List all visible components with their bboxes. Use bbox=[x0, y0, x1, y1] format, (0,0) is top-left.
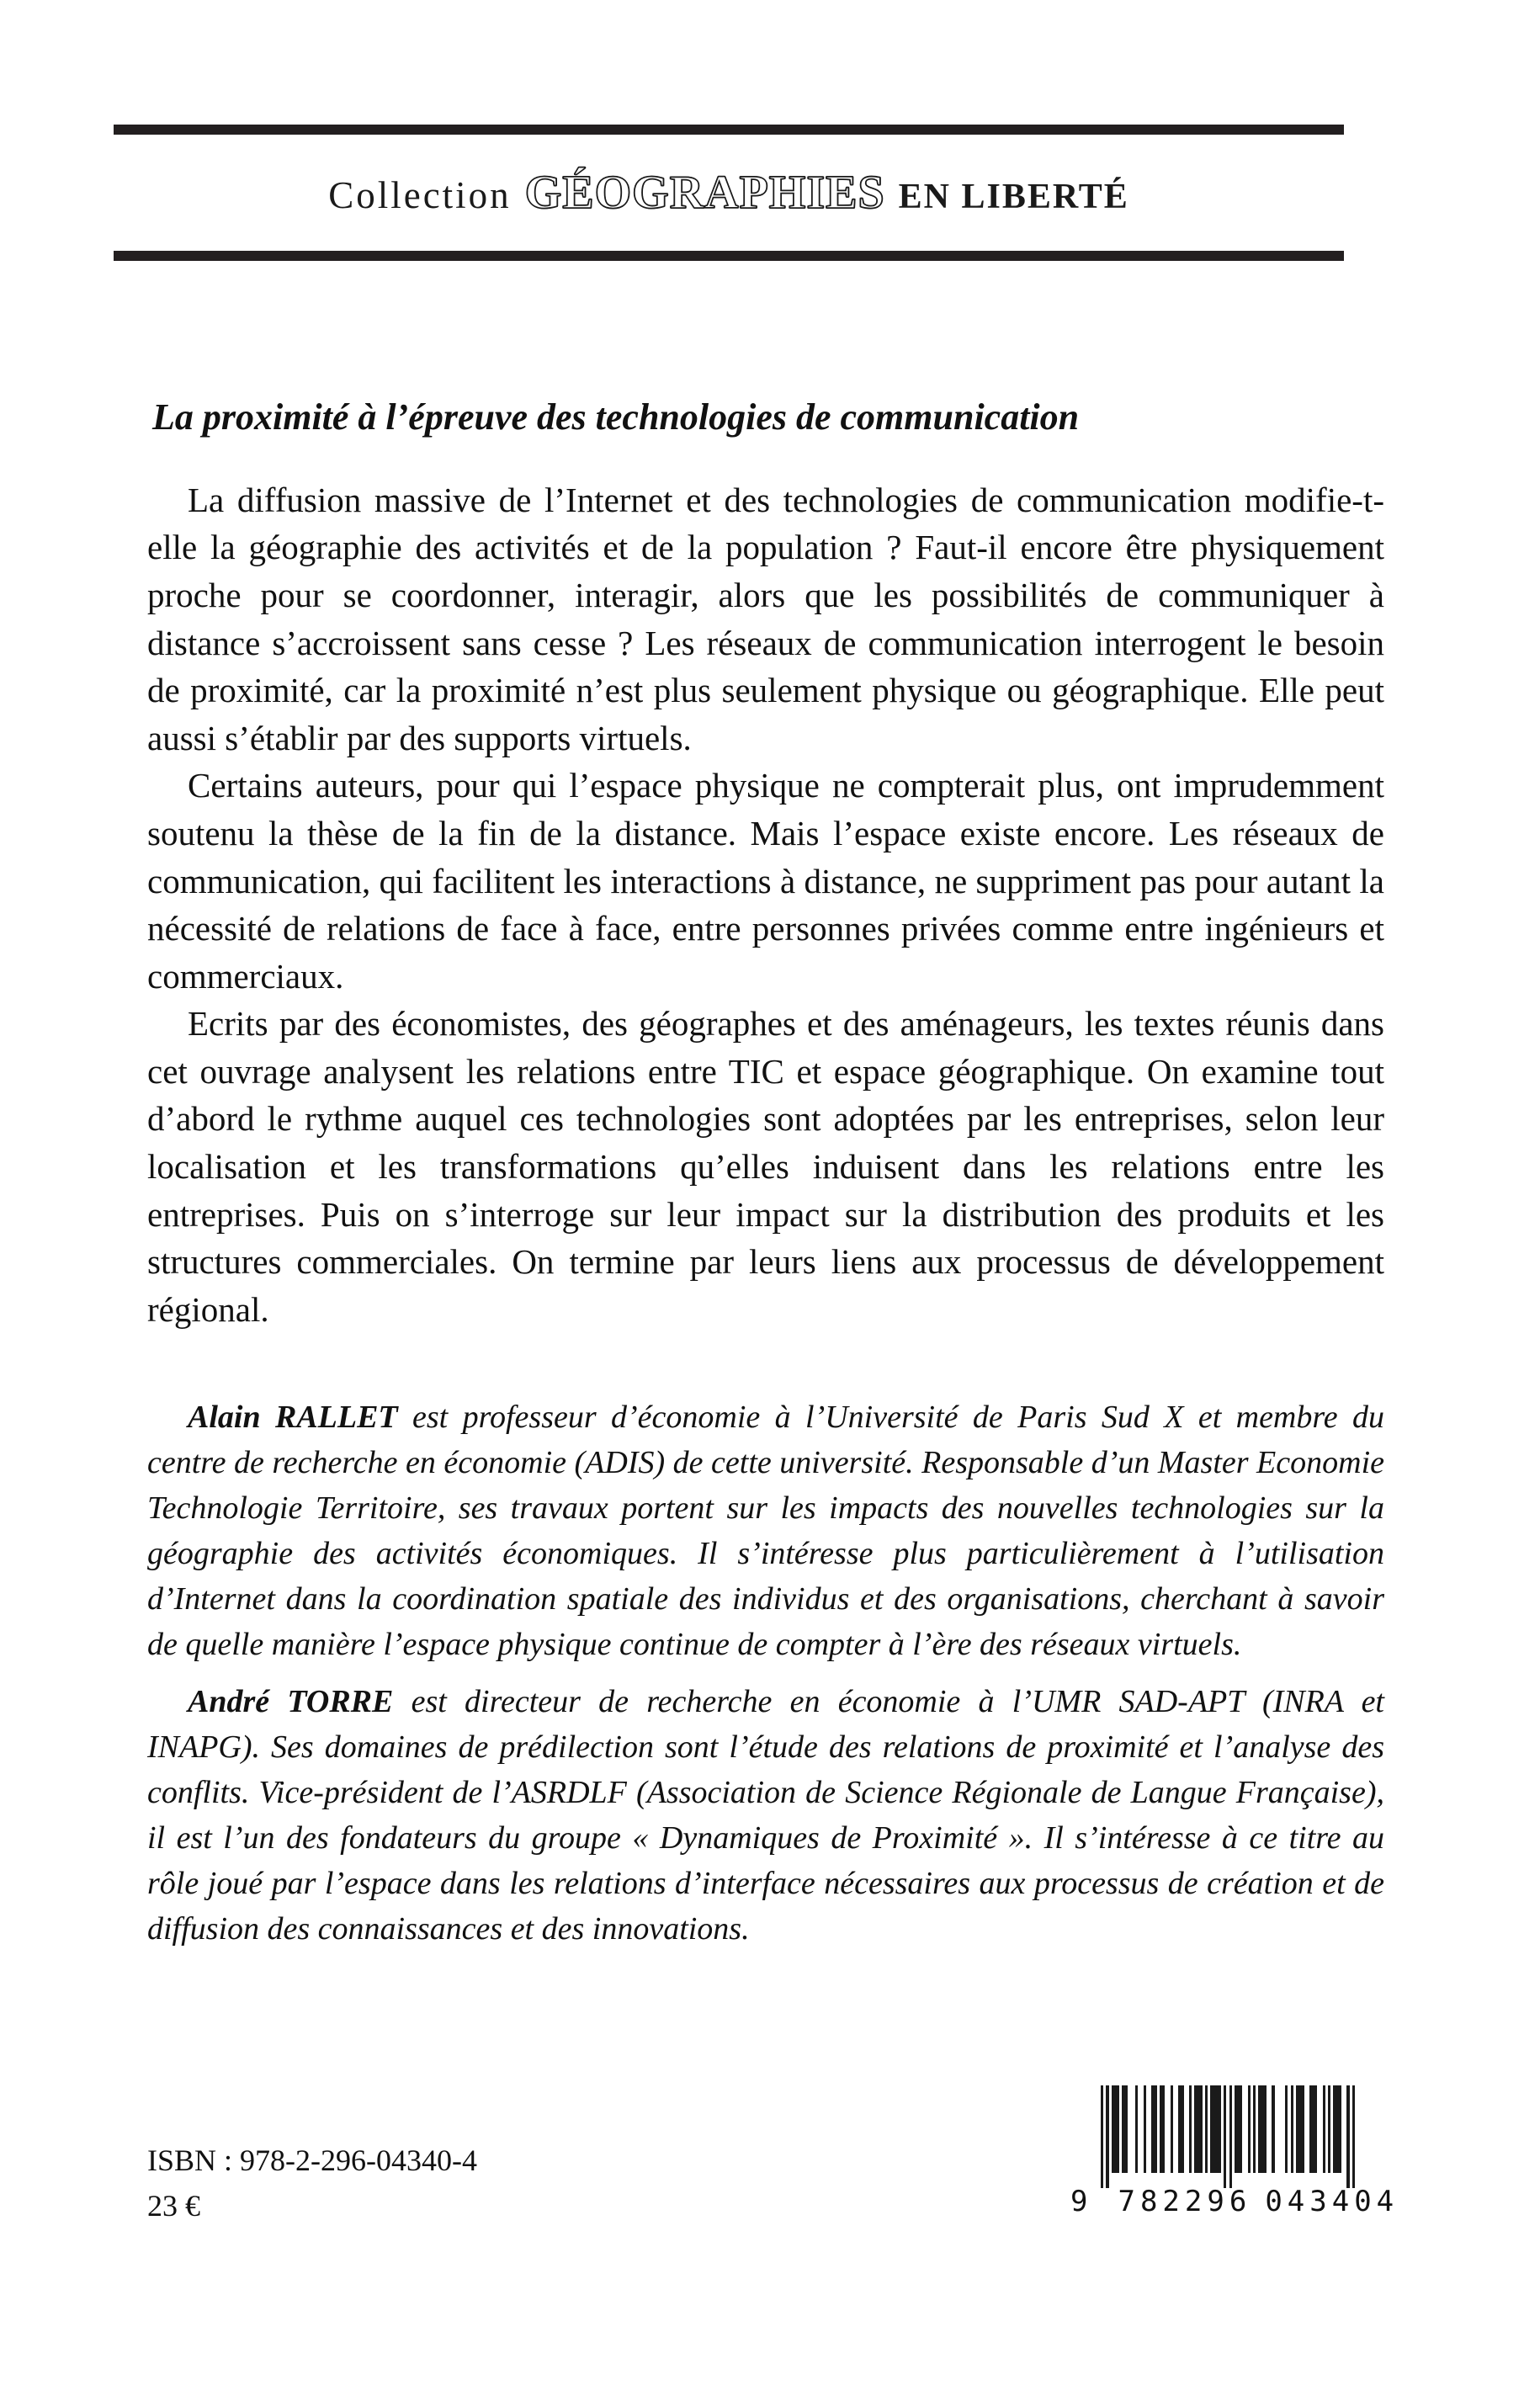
collection-title-line bbox=[114, 135, 1344, 251]
collection-prefix-label: Collection bbox=[328, 174, 512, 216]
author-bio-torre bbox=[147, 1680, 1384, 1952]
blurb-paragraph-1: La diffusion massive de l’Internet et des technologies de communication modifie-t-elle la géographie des activités et de la population ? Faut-il encore être physiquement proche pour se coordonner, interagir, alors que les possibilités de communiquer à distance s’accroissent sans cesse ? Les réseaux de communication interrogent le besoin de proximité, car la proximité n’est plus seulement physique ou géographique. Elle peut aussi s’établir par des supports virtuels. bbox=[147, 480, 1384, 757]
barcode-right-group: 043404 bbox=[1265, 2185, 1399, 2218]
barcode-bars bbox=[1101, 2085, 1355, 2188]
header-rule-top bbox=[114, 125, 1344, 135]
blurb-paragraph-3: Ecrits par des économistes, des géographes et des aménageurs, les textes réunis dans cet ouvrage analysent les relations entre TIC et espace géographique. On examine tout d’abord le rythme auquel ces technologies sont adoptées par les entreprises, selon leur localisation et les transformations qu’elles induisent dans les relations entre les entreprises. Puis on s’interroge sur leur impact sur la distribution des produits et les structures commerciales. On termine par leurs liens aux processus de développement régional. bbox=[147, 1004, 1384, 1329]
ean13-barcode bbox=[1070, 2085, 1399, 2218]
header-rule-bottom bbox=[114, 251, 1344, 261]
author-bio-text-torre: est directeur de recherche en économie à l’UMR SAD-APT (INRA et INAPG). Ses domaines de prédilection sont l’étude des relations de proximité et l’analyse des conflits. Vice-président de l’ASRDLF (Association de Science Régionale de Langue Française), il est l’un des fondateurs du groupe « Dynamiques de Proximité ». Il s’intéresse à ce titre au rôle joué par l’espace dans les relations d’interface nécessaires aux processus de création et de diffusion des connaissances et des innovations. bbox=[147, 1684, 1384, 1947]
barcode-lead-digit: 9 bbox=[1070, 2185, 1090, 2218]
author-name-rallet: Alain RALLET bbox=[188, 1400, 398, 1436]
collection-name-label: GÉOGRAPHIES bbox=[524, 167, 885, 219]
footer-identifiers bbox=[147, 2138, 477, 2228]
back-cover-content bbox=[147, 396, 1384, 1952]
barcode-left-group: 782296 bbox=[1118, 2185, 1252, 2218]
book-title: La proximité à l’épreuve des technologies de communication bbox=[152, 396, 1080, 438]
blurb-paragraph-2: Certains auteurs, pour qui l’espace physique ne compterait plus, ont imprudemment soutenu la thèse de la fin de la distance. Mais l’espace existe encore. Les réseaux de communication, qui facilitent les interactions à distance, ne suppriment pas pour autant la nécessité de relations de face à face, entre personnes privées comme entre ingénieurs et commerciaux. bbox=[147, 766, 1384, 996]
collection-suffix-label: EN LIBERTÉ bbox=[898, 178, 1129, 216]
author-bios-section bbox=[147, 1395, 1384, 1952]
barcode-digits bbox=[1070, 2185, 1399, 2218]
collection-header bbox=[114, 125, 1344, 261]
blurb-section bbox=[147, 476, 1384, 1333]
isbn-label: ISBN : 978-2-296-04340-4 bbox=[147, 2143, 477, 2177]
author-bio-text-rallet: est professeur d’économie à l’Université de Paris Sud X et membre du centre de recherche en économie (ADIS) de cette université. Responsable d’un Master Economie Technologie Territoire, ses travaux portent sur les impacts des nouvelles technologies sur la géographie des activités économiques. Il s’intéresse plus particulièrement à l’utilisation d’Internet dans la coordination spatiale des individus et des organisations, cherchant à savoir de quelle manière l’espace physique continue de compter à l’ère des réseaux virtuels. bbox=[147, 1400, 1384, 1663]
author-bio-rallet bbox=[147, 1395, 1384, 1668]
author-name-torre: André TORRE bbox=[188, 1684, 394, 1720]
price-label: 23 € bbox=[147, 2189, 200, 2223]
